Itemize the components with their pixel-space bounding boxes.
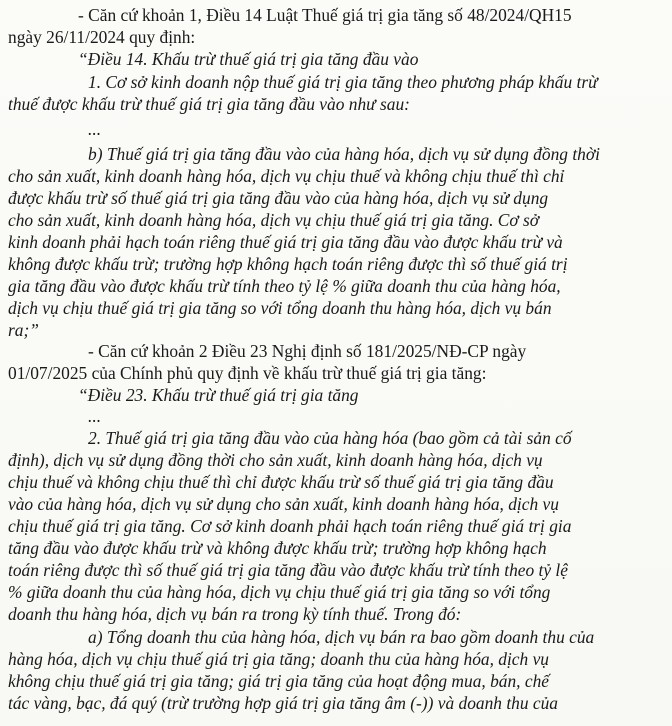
ellipsis-2: ... bbox=[88, 406, 102, 426]
article-23-clause-2-line: toán riêng được thì số thuế giá trị gia tăng đầu vào được khấu trừ tính theo tỷ lệ bbox=[8, 560, 568, 580]
clipped-top-line bbox=[52, 0, 56, 8]
point-a-line: tác vàng, bạc, đá quý (trừ trường hợp giá trị gia tăng âm (-)) và doanh thu của bbox=[8, 693, 559, 713]
point-b-line: dịch vụ chịu thuế giá trị gia tăng so với tổng doanh thu hàng hóa, dịch vụ bán bbox=[8, 298, 552, 318]
article-23-clause-2-line: % giữa doanh thu của hàng hóa, dịch vụ chịu thuế giá trị gia tăng so với tổng bbox=[8, 582, 551, 602]
point-b-line: ra;” bbox=[8, 320, 39, 340]
point-b-line: kinh doanh phải hạch toán riêng thuế giá trị gia tăng đầu vào được khấu trừ và bbox=[8, 232, 563, 252]
article-23-clause-2-line: vào của hàng hóa, dịch vụ sử dụng cho sản xuất, kinh doanh hàng hóa, dịch vụ bbox=[8, 494, 559, 514]
decree-date-line: 01/07/2025 của Chính phủ quy định về khấu trừ thuế giá trị gia tăng: bbox=[8, 363, 487, 383]
article-23-clause-2-line: định), dịch vụ sử dụng đồng thời cho sản xuất, kinh doanh hàng hóa, dịch vụ bbox=[8, 450, 543, 470]
point-b-line: gia tăng đầu vào được khấu trừ tính theo tỷ lệ % giữa doanh thu của hàng hóa, bbox=[8, 276, 561, 296]
article-23-clause-2: 2. Thuế giá trị gia tăng đầu vào của hàng hóa (bao gồm cả tài sản cố bbox=[88, 428, 572, 448]
point-b-line: cho sản xuất, kinh doanh hàng hóa, dịch vụ chịu thuế và không chịu thuế thì chỉ bbox=[8, 166, 565, 186]
article-14-heading: “Điều 14. Khấu trừ thuế giá trị gia tăng đầu vào bbox=[78, 49, 419, 69]
point-b-line: b) Thuế giá trị gia tăng đầu vào của hàng hóa, dịch vụ sử dụng đồng thời bbox=[88, 144, 600, 164]
article-23-heading: “Điều 23. Khấu trừ thuế giá trị gia tăng bbox=[78, 385, 359, 405]
point-a-line: a) Tổng doanh thu của hàng hóa, dịch vụ bán ra bao gồm doanh thu của bbox=[88, 627, 595, 647]
law-date-line: ngày 26/11/2024 quy định: bbox=[8, 27, 196, 47]
point-b-line: không được khấu trừ; trường hợp không hạch toán riêng được thì số thuế giá trị bbox=[8, 254, 568, 274]
point-a-line: hàng hóa, dịch vụ chịu thuế giá trị gia tăng; doanh thu của hàng hóa, dịch vụ bbox=[8, 649, 549, 669]
article-14-clause-1-cont: thuế được khấu trừ thuế giá trị gia tăng đầu vào như sau: bbox=[8, 94, 410, 114]
article-14-clause-1: 1. Cơ sở kinh doanh nộp thuế giá trị gia tăng theo phương pháp khấu trừ bbox=[88, 72, 598, 92]
article-23-clause-2-line: chịu thuế và không chịu thuế thì chỉ được khấu trừ số thuế giá trị gia tăng đầu bbox=[8, 472, 554, 492]
point-b-line: cho sản xuất, kinh doanh hàng hóa, dịch vụ chịu thuế giá trị gia tăng. Cơ sở bbox=[8, 210, 540, 230]
legal-basis-decree: - Căn cứ khoản 2 Điều 23 Nghị định số 181/2025/NĐ-CP ngày bbox=[88, 341, 527, 361]
article-23-clause-2-line: doanh thu hàng hóa, dịch vụ bán ra trong kỳ tính thuế. Trong đó: bbox=[8, 604, 462, 624]
point-b-line: được khấu trừ số thuế giá trị gia tăng đầu vào của hàng hóa, dịch vụ sử dụng bbox=[8, 188, 549, 208]
article-23-clause-2-line: tăng đầu vào được khấu trừ và không được khấu trừ; trường hợp không hạch bbox=[8, 538, 547, 558]
article-23-clause-2-line: chịu thuế giá trị gia tăng. Cơ sở kinh doanh phải hạch toán riêng thuế giá trị gia bbox=[8, 516, 572, 536]
point-a-line: không chịu thuế giá trị gia tăng; giá trị gia tăng của hoạt động mua, bán, chế bbox=[8, 671, 549, 691]
legal-basis-law: - Căn cứ khoản 1, Điều 14 Luật Thuế giá trị gia tăng số 48/2024/QH15 bbox=[78, 5, 572, 25]
ellipsis-1: ... bbox=[88, 119, 102, 139]
